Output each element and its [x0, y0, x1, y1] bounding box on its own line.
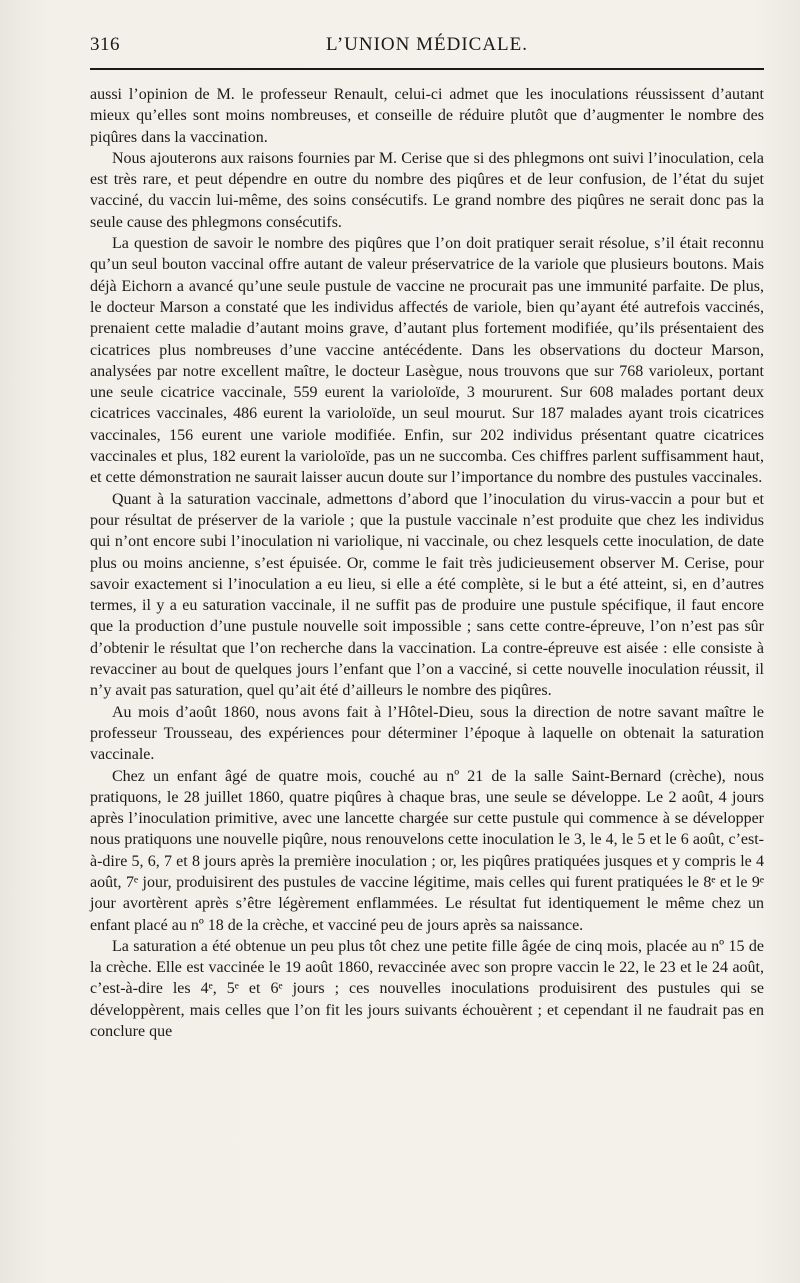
- header-rule: [90, 68, 764, 70]
- paragraph-continuation: aussi l’opinion de M. le professeur Renault, celui-ci admet que les inoculations réussissent d’autant mieux qu’elles sont moins nombreuses, et conseille de réduire plutôt que d’augmenter le nombre des piqûres dans la vaccination.: [90, 86, 764, 146]
- body-text: [90, 84, 764, 1042]
- paragraph-hotel-dieu-experiments: Au mois d’août 1860, nous avons fait à l’Hôtel-Dieu, sous la direction de notre savant maître le professeur Trousseau, des expériences pour déterminer l’époque à laquelle on obtenait la saturation vaccinale.: [90, 703, 764, 764]
- running-head: [90, 30, 764, 58]
- paragraph-phlegmons: Nous ajouterons aux raisons fournies par M. Cerise que si des phlegmons ont suivi l’inoculation, cela est très rare, et peut dépendre en outre du nombre des piqûres et de leur confusion, de l’état du sujet vacciné, du vaccin lui-même, des soins consécutifs. Le grand nombre des piqûres ne serait donc pas la seule cause des phlegmons consécutifs.: [90, 149, 764, 231]
- paragraph-four-month-child: Chez un enfant âgé de quatre mois, couché au nº 21 de la salle Saint-Bernard (crèche), nous pratiquons, le 28 juillet 1860, quatre piqûres à chaque bras, une seule se développe. Le 2 août, 4 jours après l’inoculation primitive, avec une lancette chargée sur cette pustule qui commence à se développer nous pratiquons une nouvelle piqûre, nous renouvelons cette inoculation le 3, le 4, le 5 et le 6 août, c’est-à-dire 5, 6, 7 et 8 jours après la première inoculation ; or, les piqûres pratiquées jusques et y compris le 4 août, 7ᵉ jour, produisirent des pustules de vaccine légitime, mais celles qui furent pratiquées le 8ᵉ et le 9ᵉ jour avortèrent après s’être légèrement enflammées. Le résultat fut identiquement le même chez un enfant placé au nº 18 de la crèche, et vacciné peu de jours après sa naissance.: [90, 767, 764, 934]
- page-number: 316: [90, 34, 120, 55]
- paragraph-vaccinal-saturation: Quant à la saturation vaccinale, admettons d’abord que l’inoculation du virus-vaccin a pour but et pour résultat de préserver de la variole ; que la pustule vaccinale n’est produite que chez les individus qui n’ont encore subi l’inoculation ni variolique, ni vaccinale, ou chez lesquels cette inoculation, de date plus ou moins ancienne, s’est épuisée. Or, comme le fait très judicieusement observer M. Cerise, pour savoir exactement si l’inoculation a eu lieu, si elle a été complète, si le but a été atteint, si, en d’autres termes, il y a eu saturation vaccinale, il ne suffit pas de produire une pustule spécifique, il faut encore que la production d’une pustule nouvelle soit impossible ; sans cette contre-épreuve, l’on n’est pas sûr d’obtenir le résultat que l’on recherche dans la vaccination. La contre-épreuve est aisée : elle consiste à revacciner au bout de quelques jours l’enfant que l’on a vacciné, si cette nouvelle inoculation réussit, il n’y avait pas saturation, quel qu’ait été d’ailleurs le nombre des piqûres.: [90, 490, 764, 700]
- paragraph-five-month-girl: La saturation a été obtenue un peu plus tôt chez une petite fille âgée de cinq mois, placée au nº 15 de la crèche. Elle est vaccinée le 19 août 1860, revaccinée avec son propre vaccin le 22, le 23 et le 24 août, c’est-à-dire les 4ᵉ, 5ᵉ et 6ᵉ jours ; ces nouvelles inoculations produisirent des pustules qui se développèrent, mais celles que l’on fit les jours suivants échouèrent ; et cependant il ne faudrait pas en conclure que: [90, 937, 764, 1041]
- paragraph-number-of-punctures: La question de savoir le nombre des piqûres que l’on doit pratiquer serait résolue, s’il était reconnu qu’un seul bouton vaccinal offre autant de valeur préservatrice de la variole que plusieurs boutons. Mais déjà Eichorn a avancé qu’une seule pustule de vaccine ne procurait pas une immunité parfaite. De plus, le docteur Marson a constaté que les individus affectés de variole, bien qu’ayant été autrefois vaccinés, prenaient cette maladie d’autant moins grave, d’autant plus fortement modifiée, qu’ils présentaient des cicatrices plus nombreuses d’une vaccine antécédente. Dans les observations du docteur Marson, analysées par notre excellent maître, le docteur Lasègue, nous trouvons que sur 768 varioleux, portant une seule cicatrice vaccinale, 559 eurent la varioloïde, 3 moururent. Sur 608 malades portant deux cicatrices vaccinales, 486 eurent la varioloïde, un seul mourut. Sur 187 malades ayant trois cicatrices vaccinales, 156 eurent une variole modifiée. Enfin, sur 202 individus présentant quatre cicatrices vaccinales et plus, 182 eurent la varioloïde, pas un ne succomba. Ces chiffres parlent suffisamment haut, et cette démonstration ne saurait laisser aucun doute sur l’importance du nombre des pustules vaccinales.: [90, 235, 764, 487]
- journal-title: L’UNION MÉDICALE.: [325, 34, 529, 55]
